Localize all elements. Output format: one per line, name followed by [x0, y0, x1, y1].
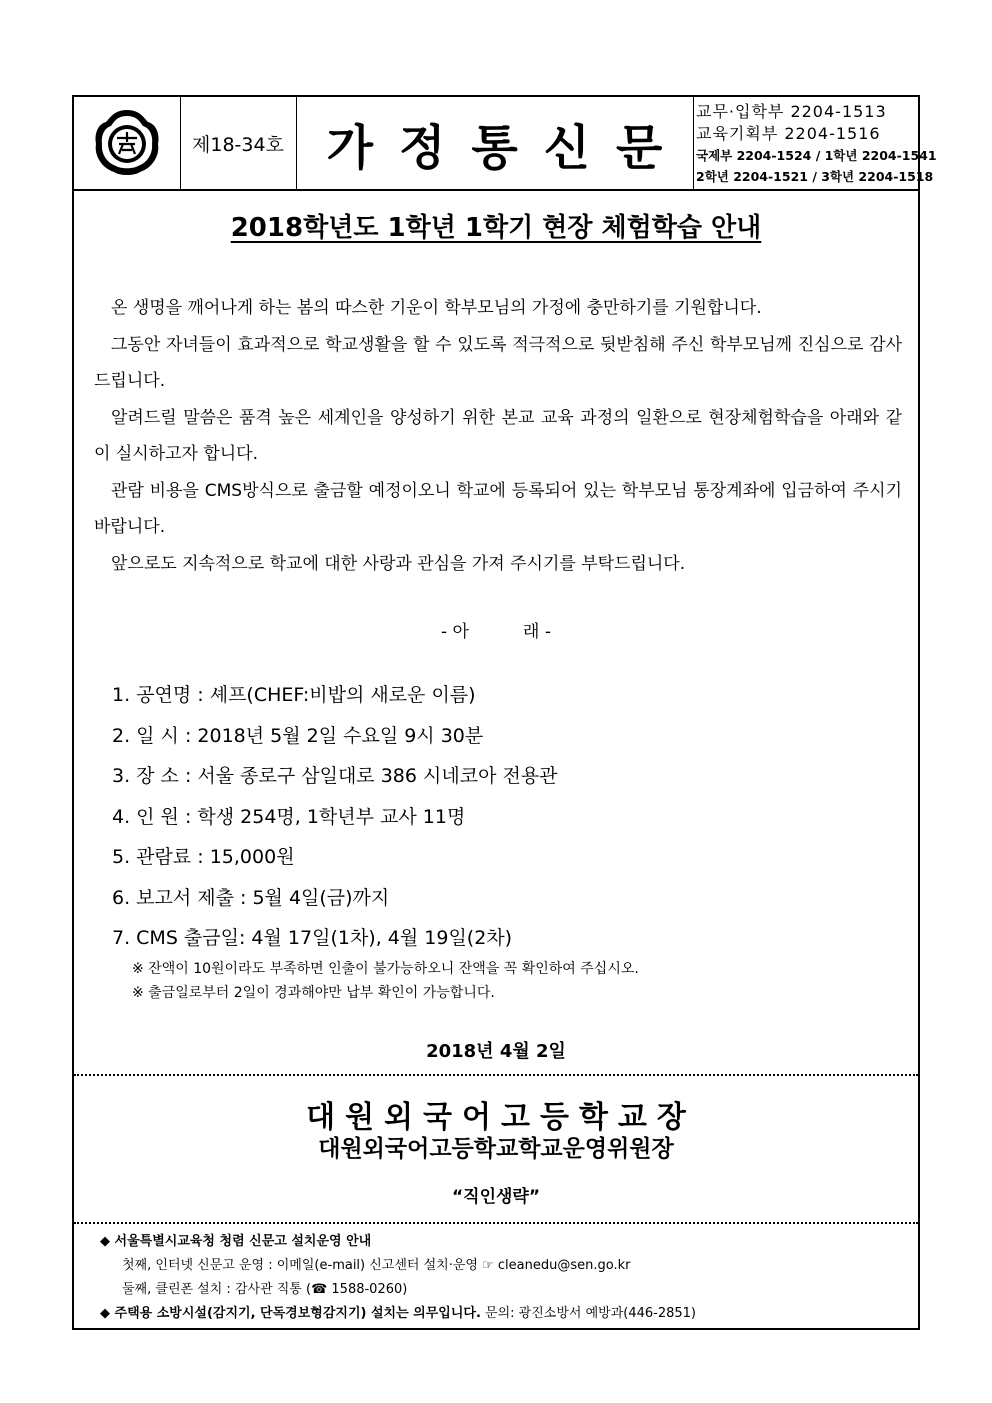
note-line: ※ 출금일로부터 2일이 경과해야만 납부 확인이 가능합니다.: [132, 985, 495, 1001]
detail-item: 3. 장 소 : 서울 종로구 삼일대로 386 시네코아 전용관: [112, 765, 558, 787]
detail-item: 5. 관람료 : 15,000원: [112, 846, 295, 868]
contact-line: 교육기획부 2204-1516: [696, 124, 881, 143]
contact-line: 국제부 2204-1524 / 1학년 2204-1541: [696, 148, 937, 163]
header-table: [74, 97, 937, 191]
principal-signature: 대원외국어고등학교장: [306, 1100, 696, 1135]
newsletter-title: 가정통신문: [296, 97, 694, 189]
notes: [132, 957, 639, 1005]
document-frame: [72, 95, 937, 1330]
body-paragraph: 온 생명을 깨어나게 하는 봄의 따스한 기운이 학부모님의 가정에 충만하기를 기원합니다.: [111, 298, 762, 318]
issue-number: 제18-34호: [180, 97, 297, 189]
contact-line: 2학년 2204-1521 / 3학년 2204-1518: [696, 169, 934, 184]
dotted-divider: [74, 1222, 918, 1224]
logo-cell: [74, 97, 181, 189]
contact-line: 교무·입학부 2204-1513: [696, 102, 887, 121]
notice-heading: - 아 래 -: [441, 622, 551, 642]
detail-item: 6. 보고서 제출 : 5월 4일(금)까지: [112, 886, 390, 909]
detail-item: 1. 공연명 : 셰프(CHEF:비밥의 새로운 이름): [112, 684, 476, 706]
dotted-divider: [74, 1074, 918, 1076]
detail-item: 4. 인 원 : 학생 254명, 1학년부 교사 11명: [112, 805, 466, 828]
committee-signature: 대원외국어고등학교학교운영위원장: [318, 1136, 674, 1162]
footer-heading: ◆ 서울특별시교육청 청렴 신문고 설치운영 안내: [100, 1234, 372, 1249]
seal-note: “직인생략”: [451, 1187, 541, 1207]
details-list: [112, 675, 558, 959]
letter-body: [94, 290, 902, 582]
school-emblem-icon: [90, 106, 164, 180]
footer-contact: 문의: 광진소방서 예방과(446-2851): [485, 1306, 697, 1321]
note-line: ※ 잔액이 10원이라도 부족하면 인출이 불가능하오니 잔액을 꼭 확인하여 주십시오.: [132, 961, 639, 977]
footer-fire-notice: [100, 1302, 696, 1326]
body-paragraph: 그동안 자녀들이 효과적으로 학교생활을 할 수 있도록 적극적으로 뒷받침해 주신 학부모님께 진심으로 감사드립니다.: [94, 334, 902, 391]
detail-item: 7. CMS 출금일: 4월 17일(1차), 4월 19일(2차): [112, 927, 513, 949]
footer-notice: [100, 1230, 696, 1326]
body-paragraph: 관람 비용을 CMS방식으로 출금할 예정이오니 학교에 등록되어 있는 학부모님 통장계좌에 입금하여 주시기 바랍니다.: [94, 480, 902, 537]
detail-item: 2. 일 시 : 2018년 5월 2일 수요일 9시 30분: [112, 724, 484, 747]
contact-info: [694, 97, 937, 189]
body-paragraph: 알려드릴 말씀은 품격 높은 세계인을 양성하기 위한 본교 교육 과정의 일환으로 현장체험학습을 아래와 같이 실시하고자 합니다.: [94, 407, 902, 464]
issue-date: 2018년 4월 2일: [426, 1041, 566, 1062]
footer-heading: ◆ 주택용 소방시설(감지기, 단독경보형감지기) 설치는 의무입니다.: [100, 1306, 481, 1321]
body-paragraph: 앞으로도 지속적으로 학교에 대한 사랑과 관심을 가져 주시기를 부탁드립니다.: [111, 553, 686, 574]
footer-line: 첫째, 인터넷 신문고 운영 : 이메일(e-mail) 신고센터 설치·운영 ☞ cleanedu@sen.go.kr: [122, 1258, 631, 1273]
document-title: 2018학년도 1학년 1학기 현장 체험학습 안내: [230, 213, 762, 243]
footer-line: 둘째, 클린폰 설치 : 감사관 직통 (☎ 1588-0260): [122, 1282, 408, 1297]
